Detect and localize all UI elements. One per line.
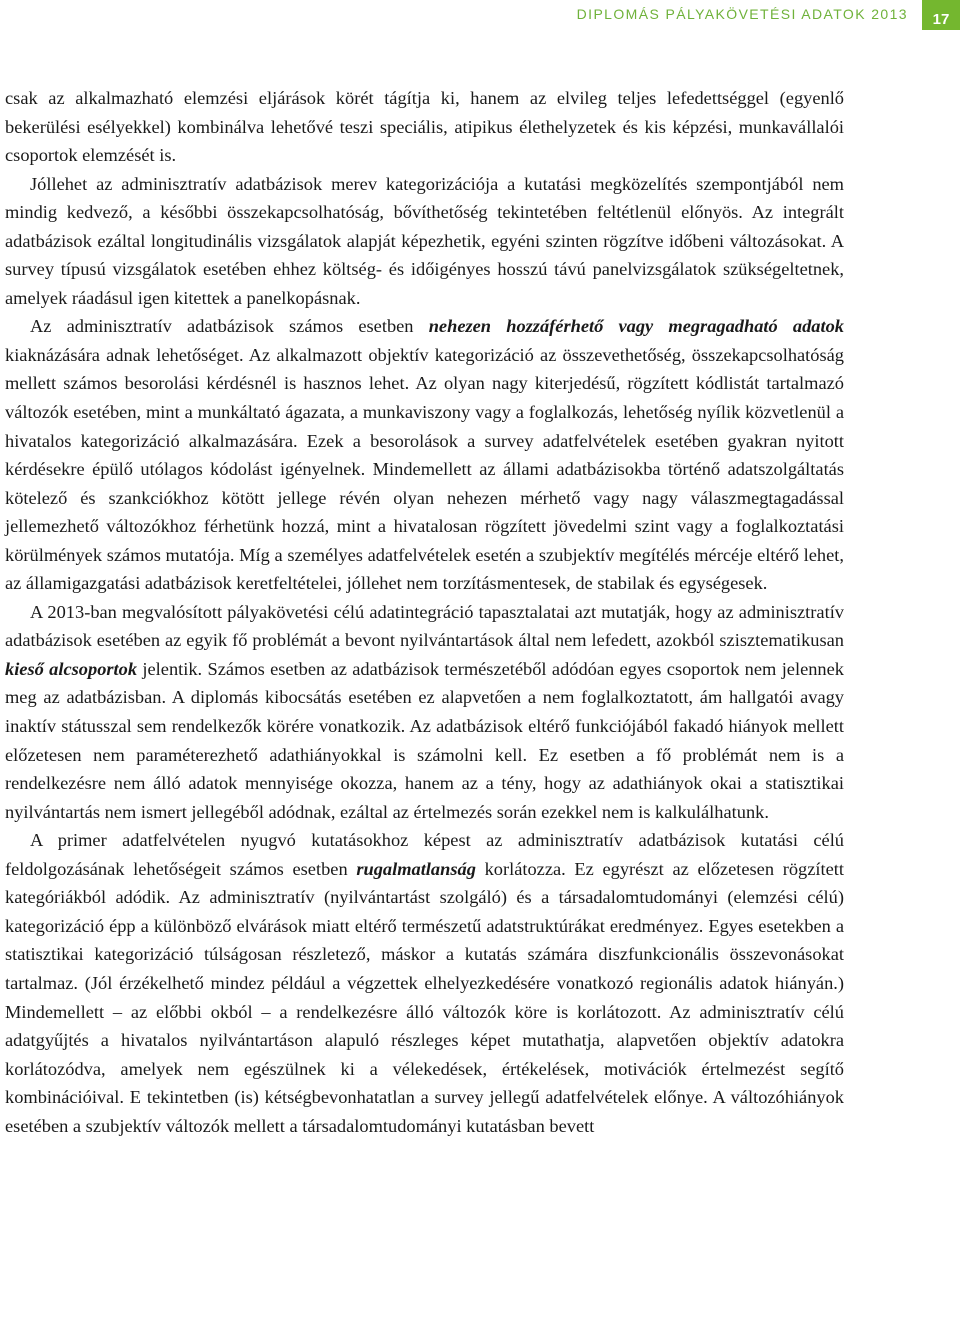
paragraph-1: csak az alkalmazható elemzési eljárások körét tágítja ki, hanem az elvileg teljes lefedettséggel (egyenlő bekerülési esélyekkel) kombinálva lehetővé teszi speciális, atipikus élethelyzetek és kis képzési, munkavállalói csoportok elemzését is.	[5, 88, 844, 166]
paragraph-5-rest: korlátozza. Ez egyrészt az előzetesen rögzített kategóriákból adódik. Az adminisztratív (nyilvántartást szolgáló) és a társadalomtudományi (elemzési célú) kategorizáció épp a különböző elvárások miatt eltérő természetű adatstruktúrákat eredményez. Egyes esetekben a statisztikai kategorizáció túlságosan részletező, máskor a kutatás számára diszfunkcionális összevonásokat tartalmaz. (Jól érzékelhető mindez például a végzettek elhelyezkedésére vonatkozó regionális adatok hiányán.) Mindemellett – az előbbi okból – a rendelkezésre álló változók köre is korlátozott. Az adminisztratív célú adatgyűjtés a hivatalos nyilvántartáson alapuló részleges képet mutathatja, alapvetően objektív adatokra korlátozódva, amelyek nem egészülnek ki a vélekedések, értékelések, motivációk értelmezést segítő kombinációival. E tekintetben (is) kétségbevonhatatlan a survey jellegű adatfelvételek előnye. A változóhiányok esetében a szubjektív változók mellett a társadalomtudományi kutatásban bevett	[5, 858, 844, 1136]
emphasis-inflexibility: rugalmatlanság	[356, 858, 476, 879]
paragraph-4-start: A 2013-ban megvalósított pályakövetési célú adatintegráció tapasztalatai azt mutatják, hogy az adminisztratív adatbázisok esetében az egyik fő problémát a bevont nyilvántartások által nem lefedett, azokból szisztematikusan	[5, 601, 844, 651]
page-number: 17	[932, 11, 950, 28]
paragraph-5-start: A primer adatfelvételen nyugvó kutatásokhoz képest az adminisztratív adatbázisok kutatási célú feldolgozásának lehetőségeit számos esetben	[5, 830, 844, 879]
running-header	[577, 0, 960, 30]
header-title: DIPLOMÁS PÁLYAKÖVETÉSI ADATOK 2013	[576, 6, 908, 22]
paragraph-4	[5, 598, 844, 826]
paragraph-2: Jóllehet az adminisztratív adatbázisok merev kategorizációja a kutatási megközelítés szempontjából nem mindig kedvező, a későbbi összekapcsolhatóság, bővíthetőség tekintetében feltétlenül előnyös. Az integrált adatbázisok ezáltal longitudinális vizsgálatok alapját képezhetik, egyéni szinten rögzítve időbeni változásokat. A survey típusú vizsgálatok esetében ehhez költség- és időigényes hosszú távú panelvizsgálatok szükségeltetnek, amelyek ráadásul igen kitettek a panelkopásnak.	[5, 173, 844, 308]
emphasis-missing-subgroups: kieső alcsoportok	[5, 658, 138, 679]
paragraph-4-rest: jelentik. Számos esetben az adatbázisok természetéből adódóan egyes csoportok nem jelennek meg az adatbázisban. A diplomás kibocsátás esetében ez alapvetően a nem foglalkoztatott, ám hallgatói avagy inaktív státusszal sem rendelkezők körére vonatkozik. Az adatbázisok eltérő funkciójából fakadó hiányok mellett előzetesen nem paraméterezhető adathiányokkal is számolni kell. Ez esetben a fő problémát nem is a rendelkezésre nem álló adatok mennyisége okozza, hanem az a tény, hogy az adathiányok okai a statisztikai nyilvántartás nem ismert jellegéből adódnak, ezáltal az értelmezés során ezekkel nem is kalkulálhatunk.	[5, 658, 844, 822]
page-number-badge	[922, 0, 960, 30]
body-text	[5, 84, 844, 1140]
paragraph-3	[5, 312, 844, 597]
paragraph-3-start: Az adminisztratív adatbázisok számos esetben	[30, 316, 429, 337]
paragraph-5	[5, 826, 844, 1140]
emphasis-hard-to-access-data: nehezen hozzáférhető vagy megragadható adatok	[428, 316, 844, 337]
paragraph-3-rest: kiaknázására adnak lehetőséget. Az alkalmazott objektív kategorizáció az összevethetőség, összekapcsolhatóság mellett számos besorolási kérdésnél is hasznos lehet. Az olyan nagy kiterjedésű, rögzített kódlistát tartalmazó változók esetében, mint a munkáltató ágazata, a munkaviszony vagy a foglalkozás, lehetőség nyílik közvetlenül a hivatalos kategorizáció alkalmazására. Ezek a besorolások a survey adatfelvételek esetében gyakran nyitott kérdésekre épülő utólagos kódolást igényelnek. Mindemellett az állami adatbázisokba történő adatszolgáltatás kötelező és szankciókhoz kötött jellege révén olyan nehezen mérhető vagy nagy válaszmegtagadással jellemezhető változókhoz férhetünk hozzá, mint a hivatalosan rögzített jövedelmi szint vagy a foglalkoztatási körülmények számos mutatója. Míg a személyes adatfelvételek esetén a szubjektív megítélés mércéje eltérő lehet, az államigazgatási adatbázisok keretfeltételei, jóllehet nem torzításmentesek, de stabilak és egységesek.	[5, 344, 844, 594]
